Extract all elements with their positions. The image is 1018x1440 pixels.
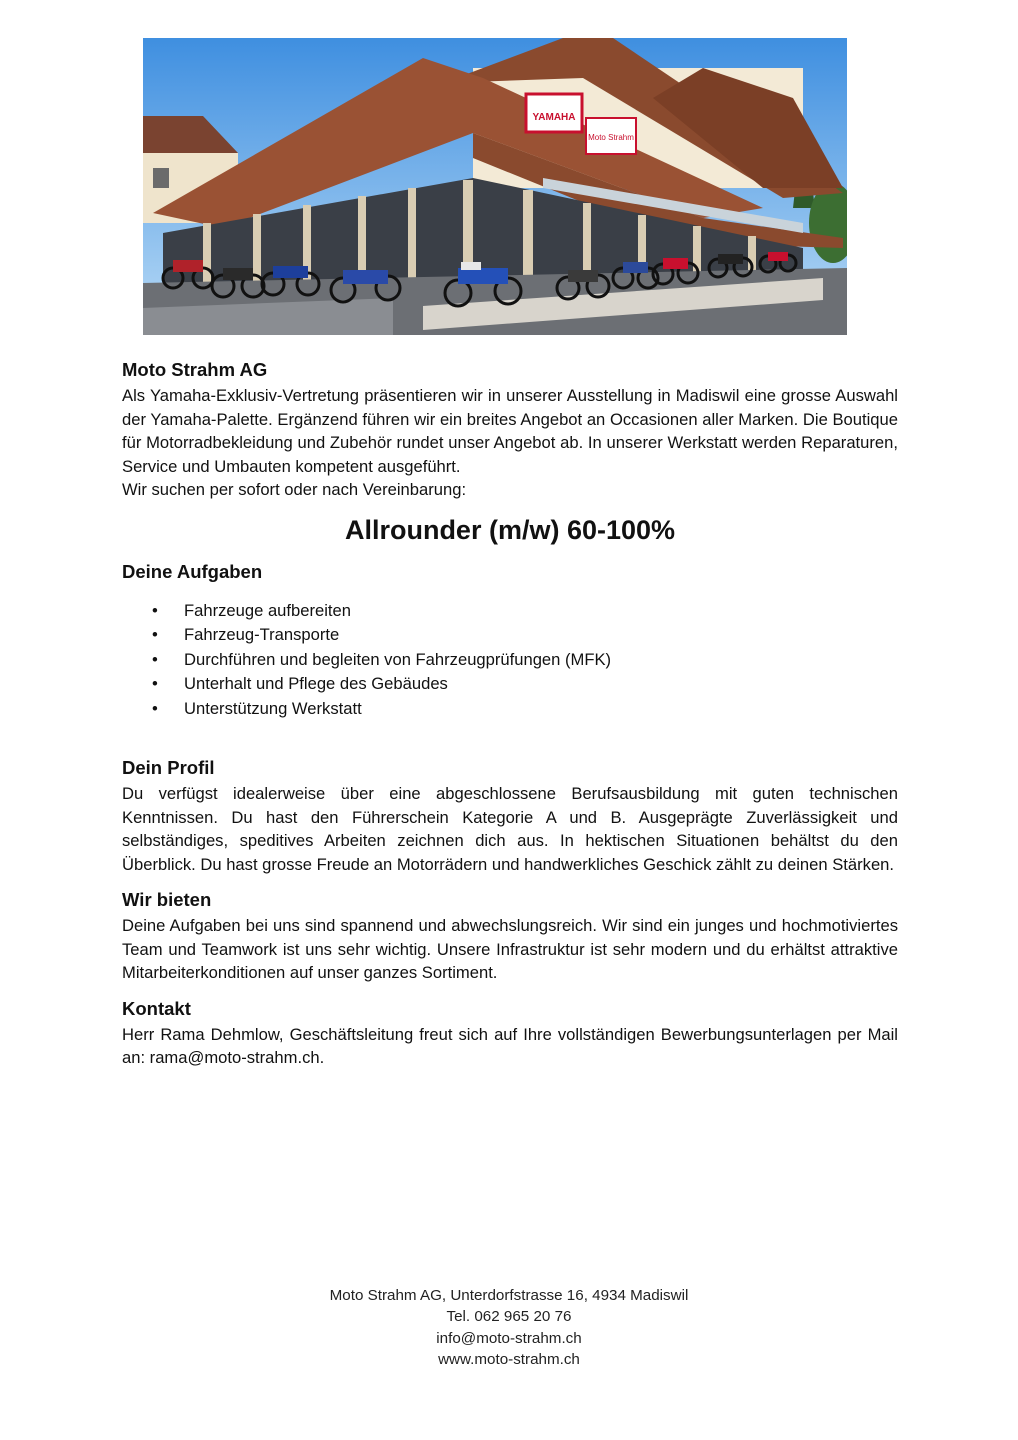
profile-text: Du verfügst idealerweise über eine abgeschlossene Berufsausbildung mit guten technischen Kenntnissen. Du hast den Führerschein Kategorie A und B. Ausgeprägte Zuverlässigkeit und selbständiges, speditives Arbeiten zeichnen dich aus. In hektischen Situationen behältst du den Überblick. Du hast grosse Freude an Motorrädern und handwerkliches Geschick zählt zu deinen Stärken. [122,784,898,874]
list-item [122,648,898,673]
profile-heading: Dein Profil [122,757,215,779]
shop-sign: Moto Strahm [588,133,634,142]
list-item [122,623,898,648]
tasks-heading: Deine Aufgaben [122,560,263,582]
list-item [122,697,898,722]
footer [0,1285,1018,1370]
list-item [122,672,898,697]
bullet-icon: • [152,674,158,694]
bullet-icon: • [152,698,158,718]
task-text: Unterhalt und Pflege des Gebäudes [184,674,448,694]
offer-text: Deine Aufgaben bei uns sind spannend und abwechslungsreich. Wir sind ein junges und hochmotiviertes Team und Teamwork ist uns sehr wichtig. Unsere Infrastruktur ist sehr modern und du erhältst attraktive Mitarbeiterkonditionen auf unser ganzes Sortiment. [122,916,898,983]
showroom-photo [143,38,847,335]
task-text: Fahrzeuge aufbereiten [184,600,351,620]
yamaha-sign: YAMAHA [532,112,576,123]
company-heading: Moto Strahm AG [122,359,268,380]
task-text: Unterstützung Werkstatt [184,698,362,718]
bullet-icon: • [152,600,158,620]
job-posting [122,354,898,1070]
bullet-icon: • [152,625,158,645]
task-text: Durchführen und begleiten von Fahrzeugprüfungen (MFK) [184,649,612,669]
job-title: Allrounder (m/w) 60-100% [344,514,676,545]
tasks-list [122,599,898,722]
task-text: Fahrzeug-Transporte [184,625,340,645]
footer-website: www.moto-strahm.ch [438,1350,580,1368]
footer-address: Moto Strahm AG, Unterdorfstrasse 16, 4934 Madiswil [329,1287,689,1304]
list-item [122,599,898,624]
footer-email: info@moto-strahm.ch [436,1329,582,1347]
bullet-icon: • [152,649,158,669]
offer-heading: Wir bieten [122,889,212,911]
contact-text: Herr Rama Dehmlow, Geschäftsleitung freut sich auf Ihre vollständigen Bewerbungsunterlagen per Mail an: rama@moto-strahm.ch. [122,1024,898,1068]
seeking-line: Wir suchen per sofort oder nach Vereinbarung: [122,480,467,499]
contact-heading: Kontakt [122,997,191,1019]
company-intro: Als Yamaha-Exklusiv-Vertretung präsentieren wir in unserer Ausstellung in Madiswil eine grosse Auswahl der Yamaha-Palette. Ergänzend führen wir ein breites Angebot an Occasionen aller Marken. Die Boutique für Motorradbekleidung und Zubehör rundet unser Angebot ab. In unserer Werkstatt werden Reparaturen, Service und Umbauten kompetent ausgeführt. [122,386,898,476]
footer-phone: Tel. 062 965 20 76 [446,1308,572,1326]
